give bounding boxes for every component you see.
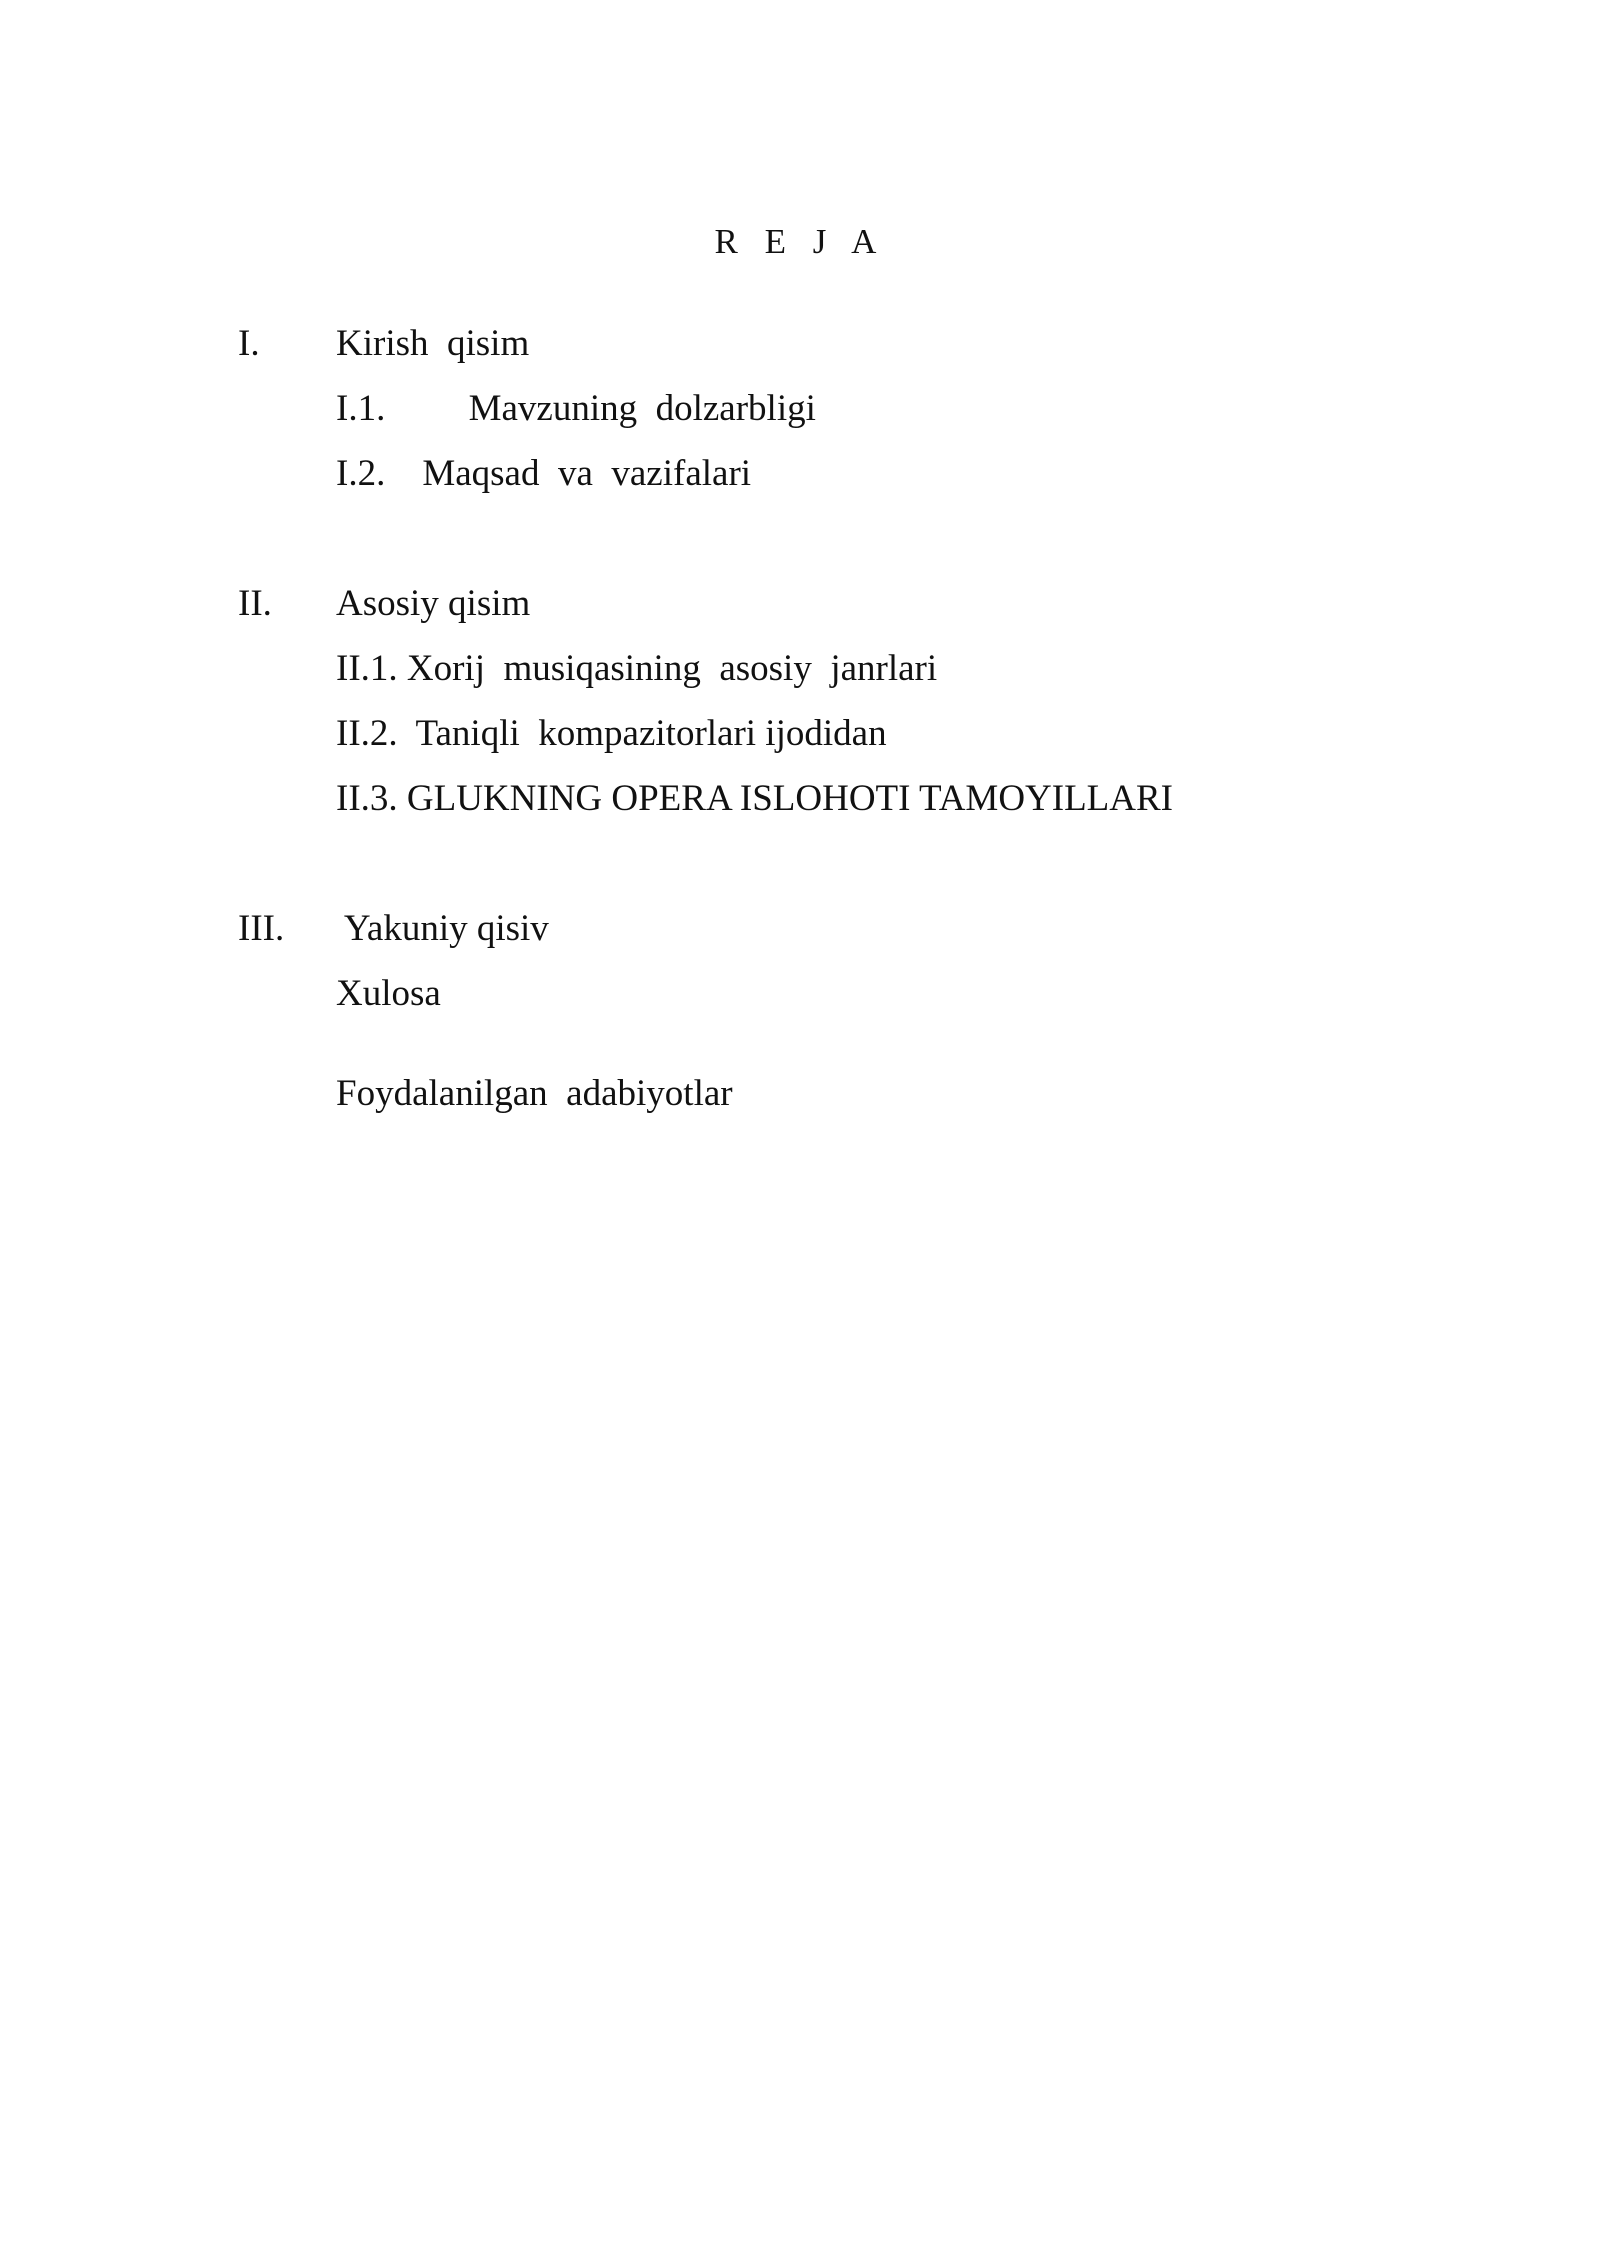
section-3-heading: Yakuniy qisiv <box>336 908 549 949</box>
section-2-heading: Asosiy qisim <box>336 583 531 624</box>
references-heading: Foydalanilgan adabiyotlar <box>336 1073 733 1114</box>
page-title: R E J A <box>714 222 886 261</box>
section-2-item-2: II.2. Taniqli kompazitorlari ijodidan <box>336 713 887 754</box>
section-3-item-1: Xulosa <box>336 973 441 1014</box>
section-3-numeral: III. <box>238 908 285 949</box>
section-1-item-1: I.1. Mavzuning dolzarbligi <box>336 388 816 429</box>
section-2-numeral: II. <box>238 583 272 624</box>
section-1-numeral: I. <box>238 323 260 364</box>
section-1-heading: Kirish qisim <box>336 323 530 364</box>
section-2-item-3: II.3. GLUKNING OPERA ISLOHOTI TAMOYILLARI <box>336 778 1173 819</box>
section-1-item-2: I.2. Maqsad va vazifalari <box>336 453 752 494</box>
section-2-item-1: II.1. Xorij musiqasining asosiy janrlari <box>336 648 938 689</box>
